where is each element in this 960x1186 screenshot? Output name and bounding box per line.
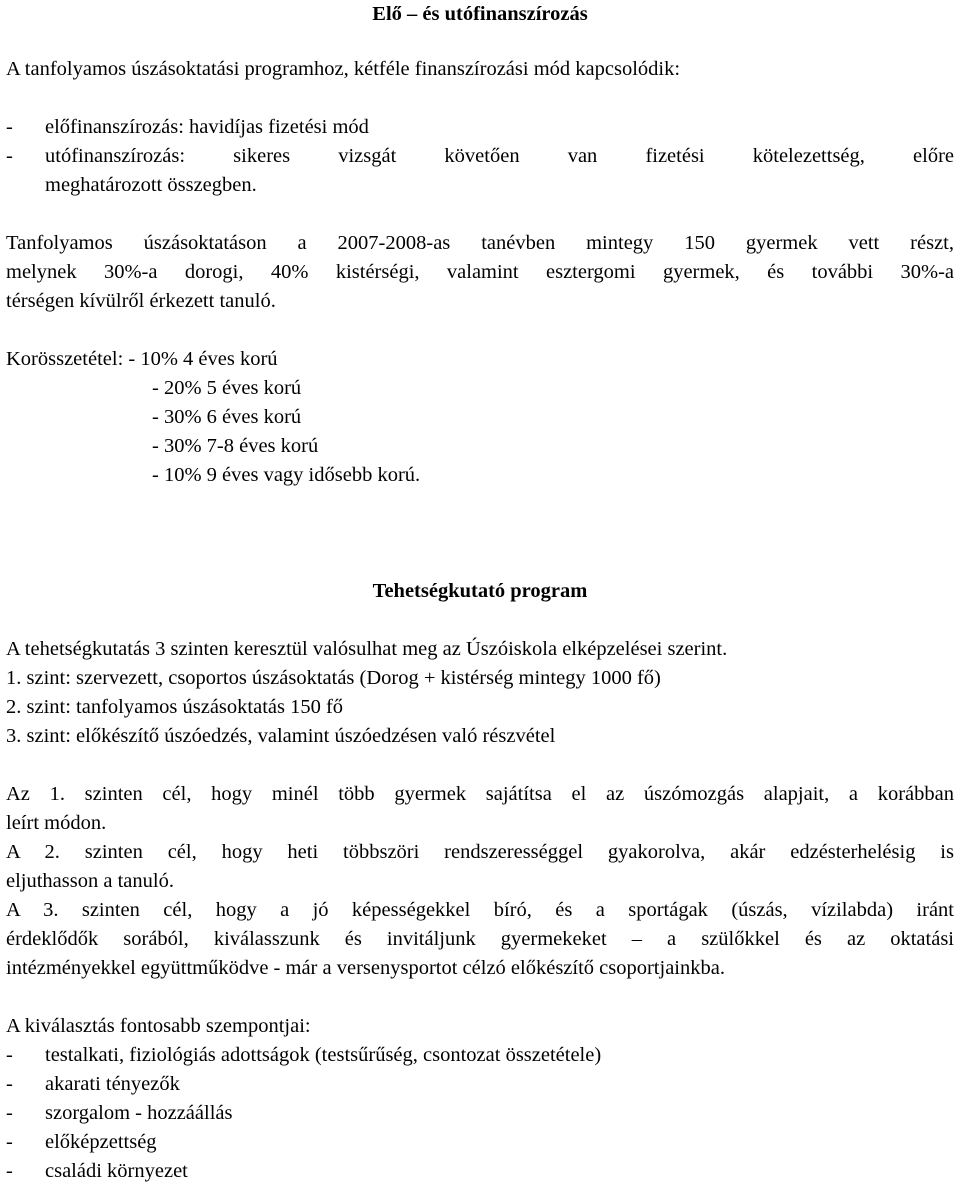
age-item: - 10% 9 éves vagy idősebb korú. (152, 464, 421, 486)
bullet-dash: - (6, 1102, 13, 1124)
bullet-dash: - (6, 116, 13, 138)
list-item (6, 142, 954, 171)
paragraph-line: Tanfolyamos úszásoktatáson a 2007-2008-as tanévben mintegy 150 gyermek vett részt, (6, 232, 954, 254)
bullet-text: szorgalom - hozzáállás (45, 1102, 233, 1124)
bullet-dash: - (6, 1131, 13, 1153)
intro-text: A tanfolyamos úszásoktatási programhoz, kétféle finanszírozási mód kapcsolódik: (6, 58, 681, 80)
paragraph-line: térségen kívülről érkezett tanuló. (6, 290, 276, 312)
age-item: - 20% 5 éves korú (152, 377, 302, 399)
paragraph-line: eljuthasson a tanuló. (6, 870, 174, 892)
section-title: Tehetségkutató program (372, 580, 588, 602)
bullet-text: családi környezet (45, 1160, 188, 1182)
paragraph-line: 1. szint: szervezett, csoportos úszásoktatás (Dorog + kistérség mintegy 1000 fő) (6, 667, 661, 689)
paragraph-line: A tehetségkutatás 3 szinten keresztül valósulhat meg az Úszóiskola elképzelései szerint. (6, 638, 728, 660)
age-item: - 30% 7-8 éves korú (152, 435, 319, 457)
list-item (6, 1099, 233, 1128)
paragraph-line: 3. szint: előkészítő úszóedzés, valamint úszóedzésen való részvétel (6, 725, 556, 747)
paragraph-line: A 3. szinten cél, hogy a jó képességekkel bíró, és a sportágak (úszás, vízilabda) iránt (6, 899, 954, 921)
bullet-dash: - (6, 1160, 13, 1182)
bullet-dash: - (6, 1073, 13, 1095)
paragraph-line: érdeklődők sorából, kiválasszunk és invitáljunk gyermekeket – a szülőkkel és az oktatási (6, 928, 954, 950)
age-label: Korösszetétel: - 10% 4 éves korú (6, 348, 278, 370)
list-item (6, 113, 369, 142)
paragraph-line: intézményekkel együttműködve - már a versenysportot célzó előkészítő csoportjainkba. (6, 957, 725, 979)
paragraph-line: A 2. szinten cél, hogy heti többszöri rendszerességgel gyakorolva, akár edzésterhelésig is (6, 841, 954, 863)
bullet-text: akarati tényezők (45, 1073, 180, 1095)
paragraph-line: 2. szint: tanfolyamos úszásoktatás 150 fő (6, 696, 344, 718)
bullet-text: előfinanszírozás: havidíjas fizetési mód (45, 116, 369, 138)
criteria-title: A kiválasztás fontosabb szempontjai: (6, 1015, 311, 1037)
paragraph-line: Az 1. szinten cél, hogy minél több gyermek sajátítsa el az úszómozgás alapjait, a korábban (6, 783, 954, 805)
list-item (6, 1128, 157, 1157)
bullet-dash: - (6, 145, 13, 167)
paragraph-line: leírt módon. (6, 812, 107, 834)
document-title: Elő – és utófinanszírozás (372, 3, 588, 25)
list-item (6, 1041, 602, 1070)
age-item: - 30% 6 éves korú (152, 406, 302, 428)
bullet-dash: - (6, 1044, 13, 1066)
list-item (6, 1157, 188, 1186)
bullet-text: testalkati, fiziológiás adottságok (testsűrűség, csontozat összetétele) (45, 1044, 602, 1066)
bullet-continuation: meghatározott összegben. (45, 174, 257, 196)
bullet-text: utófinanszírozás: sikeres vizsgát követően van fizetési kötelezettség, előre (45, 145, 954, 167)
bullet-text: előképzettség (45, 1131, 157, 1153)
paragraph-line: melynek 30%-a dorogi, 40% kistérségi, valamint esztergomi gyermek, és további 30%-a (6, 261, 954, 283)
list-item (6, 1070, 180, 1099)
